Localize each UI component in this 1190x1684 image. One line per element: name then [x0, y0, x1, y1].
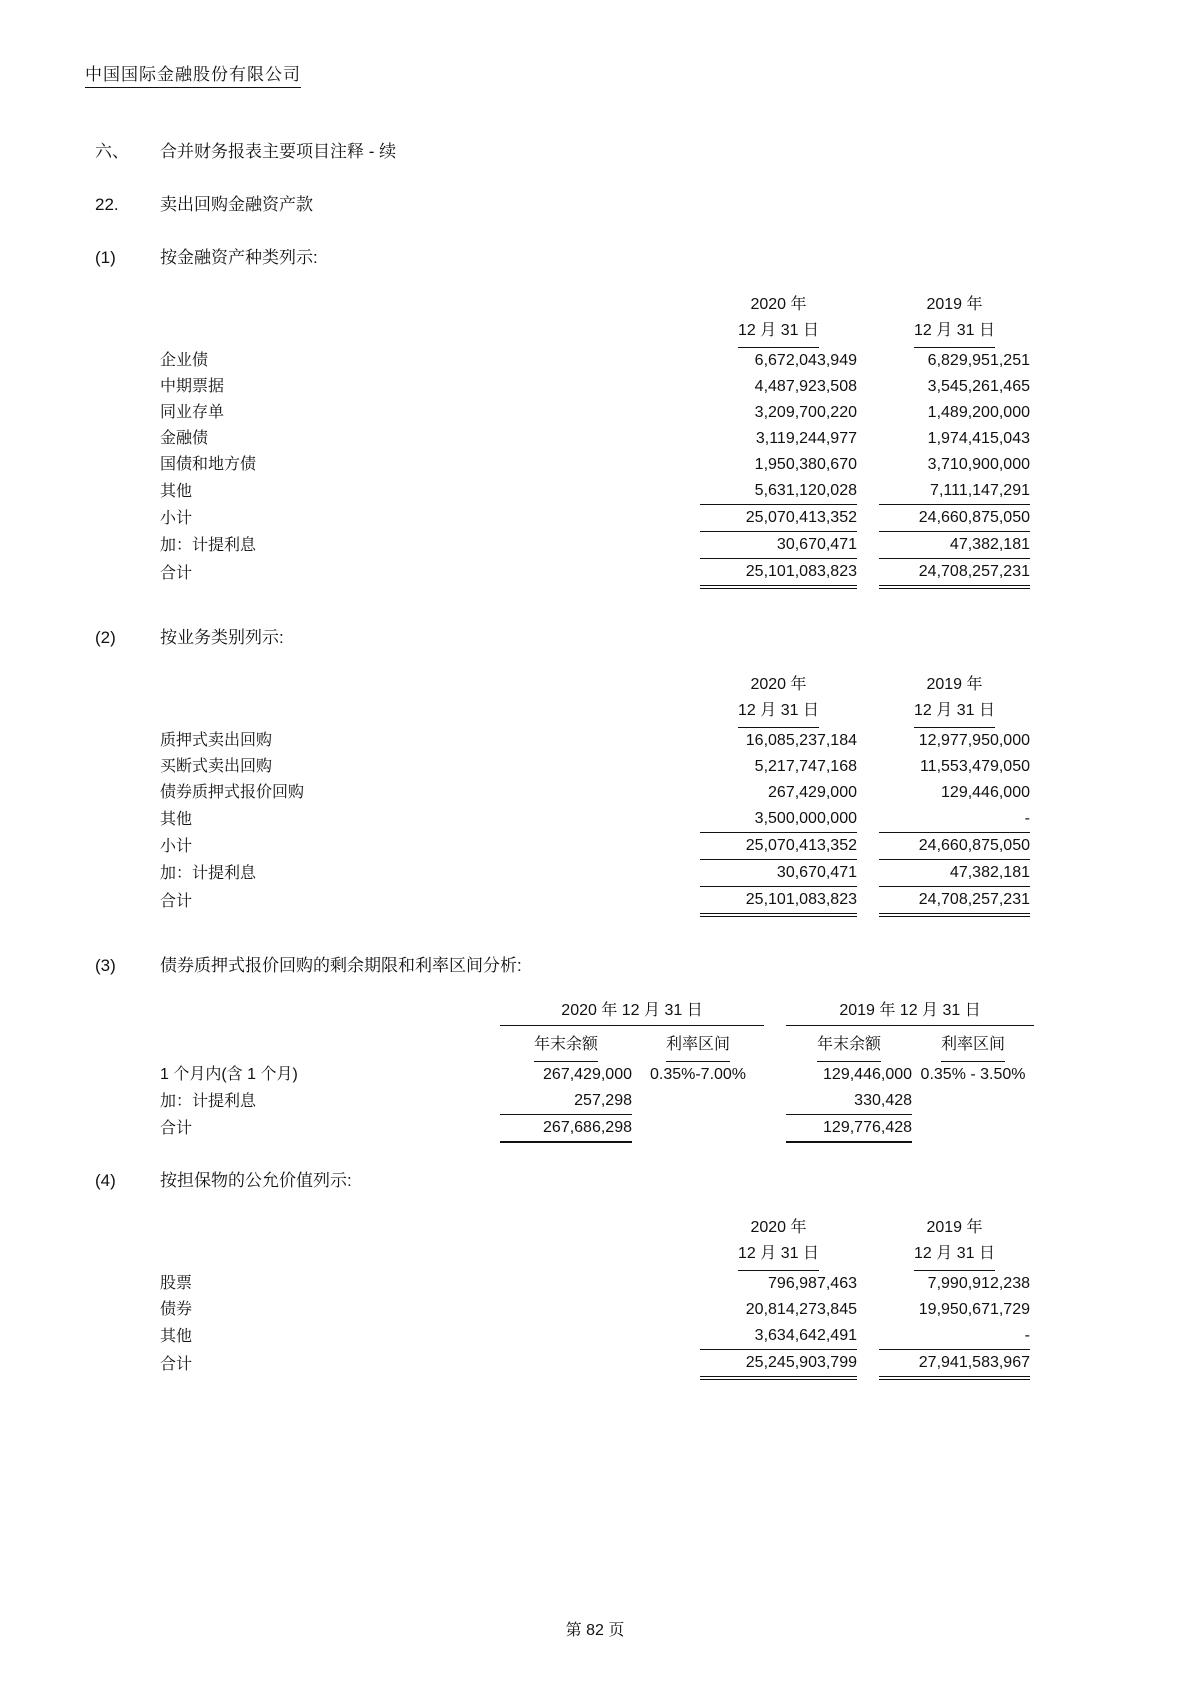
- table-header-year-row: [160, 1215, 1030, 1241]
- note-heading: [95, 193, 1190, 217]
- column-gap: [764, 1115, 786, 1143]
- row-label-cell: 合计: [160, 1120, 193, 1137]
- table-header-date-row: [160, 698, 1030, 728]
- table-row: [160, 426, 1030, 452]
- column-gap: [857, 1323, 879, 1350]
- column-gap: [857, 426, 879, 452]
- row-label-cell: 小计: [160, 837, 193, 855]
- balance-2020-cell: 267,686,298: [500, 1115, 632, 1143]
- subheader-balance-2019: 年末余额: [817, 1032, 881, 1062]
- column-gap: [857, 806, 879, 833]
- balance-2019-cell: 330,428: [786, 1088, 912, 1115]
- subsection-4-title: 按担保物的公允价值列示:: [160, 1171, 352, 1190]
- subsection-1-number: (1): [95, 248, 116, 267]
- amount-2020-cell: 20,814,273,845: [745, 1301, 857, 1318]
- table-header-date-row: [160, 1241, 1030, 1271]
- table-row: [160, 1088, 1034, 1115]
- table-row: [160, 1323, 1030, 1350]
- subsection-4-heading: [95, 1169, 1190, 1193]
- amount-2020-cell: 3,634,642,491: [700, 1323, 857, 1350]
- amount-2019-cell: 24,708,257,231: [879, 559, 1030, 588]
- amount-2019-cell: 11,553,479,050: [919, 758, 1030, 775]
- row-label-cell: 股票: [160, 1275, 193, 1292]
- table-header-year-row: [160, 292, 1030, 318]
- note-title: 卖出回购金融资产款: [160, 195, 313, 214]
- subsection-4-number: (4): [95, 1171, 116, 1190]
- rate-2020-cell: 0.35%-7.00%: [649, 1066, 747, 1083]
- rate-2020-cell: [632, 1115, 764, 1143]
- row-label-cell: 1 个月内(含 1 个月): [160, 1066, 298, 1083]
- subsection-2-heading: [95, 626, 1190, 650]
- subsection-1-title: 按金融资产种类列示:: [160, 248, 318, 267]
- col-header-2019-year: 2019 年: [926, 1219, 983, 1236]
- amount-2019-cell: 24,660,875,050: [879, 833, 1030, 860]
- row-label-cell: 金融债: [160, 430, 209, 447]
- amount-2020-cell: 3,500,000,000: [700, 806, 857, 833]
- amount-2019-cell: -: [879, 806, 1030, 833]
- balance-2019-cell: 129,446,000: [823, 1066, 913, 1083]
- table-row: [160, 478, 1030, 505]
- column-gap: [857, 348, 879, 374]
- table-by-collateral-fair-value: [160, 1215, 1030, 1380]
- col-header-2020-date: 12 月 31 日: [738, 318, 819, 348]
- table-header-year-row: [160, 672, 1030, 698]
- balance-2020-cell: 267,429,000: [543, 1066, 632, 1083]
- table-row: [160, 806, 1030, 833]
- column-gap: [857, 374, 879, 400]
- table-row: [160, 452, 1030, 478]
- amount-2019-cell: 1,489,200,000: [927, 404, 1030, 421]
- row-label-cell: 加：计提利息: [160, 864, 257, 882]
- table-by-asset-type: [160, 292, 1030, 589]
- column-gap: [857, 887, 879, 916]
- group-header-2019: 2019 年 12 月 31 日: [786, 998, 1034, 1026]
- column-gap: [857, 780, 879, 806]
- amount-2020-cell: 25,245,903,799: [700, 1350, 857, 1379]
- row-label-cell: 债券: [160, 1301, 193, 1318]
- table-by-business-type: [160, 672, 1030, 917]
- column-gap: [857, 754, 879, 780]
- amount-2020-cell: 5,631,120,028: [700, 478, 857, 505]
- table-row: [160, 374, 1030, 400]
- table-row: [160, 505, 1030, 532]
- table-row: [160, 1297, 1030, 1323]
- table-row: [160, 1062, 1034, 1088]
- table-header-date-row: [160, 318, 1030, 348]
- amount-2020-cell: 30,670,471: [700, 532, 857, 559]
- subsection-2-number: (2): [95, 628, 116, 647]
- amount-2020-cell: 16,085,237,184: [745, 732, 857, 749]
- column-gap: [857, 478, 879, 505]
- subheader-balance-2020: 年末余额: [534, 1032, 598, 1062]
- column-gap: [764, 1088, 786, 1115]
- amount-2020-cell: 3,119,244,977: [755, 430, 857, 447]
- amount-2020-cell: 796,987,463: [768, 1275, 857, 1292]
- amount-2019-cell: 7,990,912,238: [927, 1275, 1030, 1292]
- section-main-heading: [95, 140, 1190, 164]
- col-header-2019-date: 12 月 31 日: [914, 318, 995, 348]
- column-gap: [857, 532, 879, 559]
- column-gap: [857, 559, 879, 588]
- row-label-cell: 小计: [160, 509, 193, 527]
- rate-2019-cell: [912, 1088, 1034, 1115]
- amount-2019-cell: 19,950,671,729: [918, 1301, 1030, 1318]
- amount-2019-cell: 1,974,415,043: [927, 430, 1030, 447]
- table-row: [160, 1115, 1034, 1143]
- amount-2019-cell: 27,941,583,967: [879, 1350, 1030, 1379]
- company-name-text: 中国国际金融股份有限公司: [85, 60, 301, 88]
- col-header-2020-year: 2020 年: [750, 1219, 807, 1236]
- rate-2019-cell: 0.35% - 3.50%: [920, 1066, 1026, 1083]
- column-gap: [857, 860, 879, 887]
- row-label-cell: 合计: [160, 893, 193, 910]
- amount-2020-cell: 4,487,923,508: [754, 378, 857, 395]
- row-label-cell: 企业债: [160, 352, 209, 369]
- col-header-2020-date: 12 月 31 日: [738, 698, 819, 728]
- amount-2019-cell: 47,382,181: [879, 532, 1030, 559]
- group-header-2020: 2020 年 12 月 31 日: [500, 998, 764, 1026]
- row-label-cell: 质押式卖出回购: [160, 732, 273, 749]
- rate-2020-cell: [632, 1088, 764, 1115]
- column-gap: [764, 1062, 786, 1088]
- col-header-2019-year: 2019 年: [926, 296, 983, 313]
- amount-2019-cell: 6,829,951,251: [927, 352, 1030, 369]
- subsection-1-heading: [95, 246, 1190, 270]
- col-header-2020-date: 12 月 31 日: [738, 1241, 819, 1271]
- amount-2019-cell: 3,710,900,000: [927, 456, 1030, 473]
- table-row: [160, 400, 1030, 426]
- row-label-cell: 合计: [160, 565, 193, 582]
- amount-2019-cell: 12,977,950,000: [918, 732, 1030, 749]
- note-number: 22.: [95, 195, 119, 214]
- col-header-2020-year: 2020 年: [750, 296, 807, 313]
- table-row: [160, 559, 1030, 588]
- row-label-cell: 国债和地方债: [160, 456, 257, 473]
- row-label-cell: 买断式卖出回购: [160, 758, 273, 775]
- subsection-3-heading: [95, 954, 1190, 978]
- col-header-2020-year: 2020 年: [750, 676, 807, 693]
- balance-2019-cell: 129,776,428: [786, 1115, 912, 1143]
- table-row: [160, 833, 1030, 860]
- section-main-title: 合并财务报表主要项目注释 - 续: [160, 142, 397, 161]
- subsection-3-title: 债券质押式报价回购的剩余期限和利率区间分析:: [160, 956, 522, 975]
- balance-2020-cell: 257,298: [500, 1088, 632, 1115]
- row-label-cell: 其他: [160, 1327, 193, 1345]
- table-row: [160, 728, 1030, 754]
- section-main-number: 六、: [95, 142, 129, 161]
- column-gap: [857, 400, 879, 426]
- row-label-cell: 同业存单: [160, 404, 225, 421]
- amount-2019-cell: 24,708,257,231: [879, 887, 1030, 916]
- column-gap: [857, 1350, 879, 1379]
- col-header-2019-date: 12 月 31 日: [914, 698, 995, 728]
- column-gap: [857, 505, 879, 532]
- amount-2020-cell: 30,670,471: [700, 860, 857, 887]
- table-row: [160, 1271, 1030, 1297]
- column-gap: [857, 833, 879, 860]
- subheader-rate-2019: 利率区间: [941, 1032, 1005, 1062]
- subsection-2-title: 按业务类别列示:: [160, 628, 284, 647]
- amount-2020-cell: 25,101,083,823: [700, 559, 857, 588]
- amount-2020-cell: 25,070,413,352: [700, 833, 857, 860]
- amount-2019-cell: 47,382,181: [879, 860, 1030, 887]
- amount-2019-cell: 7,111,147,291: [879, 478, 1030, 505]
- table-row: [160, 348, 1030, 374]
- col-header-2019-year: 2019 年: [926, 676, 983, 693]
- row-label-cell: 中期票据: [160, 378, 225, 395]
- row-label-cell: 加：计提利息: [160, 536, 257, 554]
- amount-2020-cell: 267,429,000: [768, 784, 857, 801]
- table-row: [160, 887, 1030, 916]
- amount-2019-cell: 3,545,261,465: [927, 378, 1030, 395]
- table-maturity-rate-analysis: [160, 998, 1034, 1143]
- amount-2020-cell: 25,070,413,352: [700, 505, 857, 532]
- amount-2020-cell: 3,209,700,220: [754, 404, 857, 421]
- company-name: [85, 0, 1190, 88]
- amount-2019-cell: 24,660,875,050: [879, 505, 1030, 532]
- amount-2019-cell: 129,446,000: [941, 784, 1030, 801]
- column-gap: [857, 1297, 879, 1323]
- table-row: [160, 532, 1030, 559]
- row-label-cell: 合计: [160, 1356, 193, 1373]
- column-gap: [857, 1271, 879, 1297]
- amount-2020-cell: 5,217,747,168: [754, 758, 857, 775]
- column-gap: [857, 728, 879, 754]
- subsection-3-number: (3): [95, 956, 116, 975]
- table-row: [160, 860, 1030, 887]
- row-label-cell: 债券质押式报价回购: [160, 784, 305, 801]
- amount-2020-cell: 25,101,083,823: [700, 887, 857, 916]
- rate-2019-cell: [912, 1115, 1034, 1143]
- row-label-cell: 其他: [160, 482, 193, 500]
- table-row: [160, 1350, 1030, 1379]
- table-group-header-row: [160, 998, 1034, 1026]
- row-label-cell: 其他: [160, 810, 193, 828]
- amount-2020-cell: 1,950,380,670: [754, 456, 857, 473]
- amount-2019-cell: -: [879, 1323, 1030, 1350]
- column-gap: [857, 452, 879, 478]
- subheader-rate-2020: 利率区间: [666, 1032, 730, 1062]
- amount-2020-cell: 6,672,043,949: [754, 352, 857, 369]
- col-header-2019-date: 12 月 31 日: [914, 1241, 995, 1271]
- page-number: 第 82 页: [565, 1622, 625, 1639]
- table-subheader-row: [160, 1026, 1034, 1063]
- row-label-cell: 加：计提利息: [160, 1092, 257, 1110]
- table-row: [160, 754, 1030, 780]
- table-row: [160, 780, 1030, 806]
